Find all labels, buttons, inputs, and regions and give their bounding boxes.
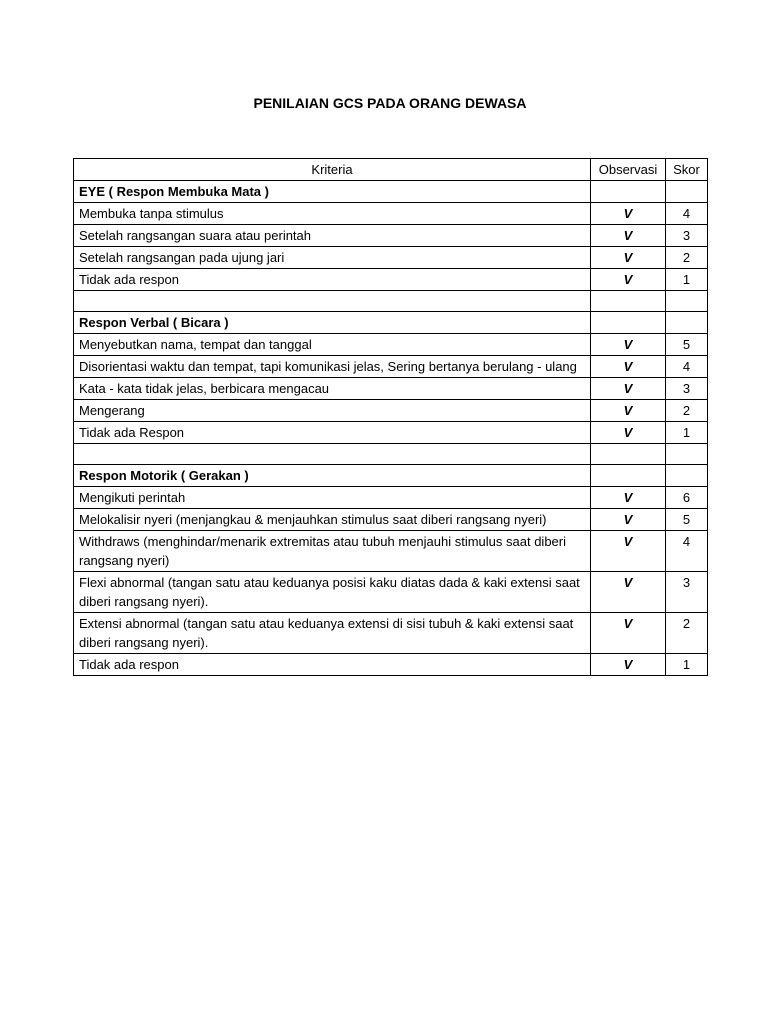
cell-observasi: V [591,613,666,654]
cell-observasi: V [591,203,666,225]
cell-skor: 6 [666,487,708,509]
cell-observasi: V [591,269,666,291]
header-skor: Skor [666,159,708,181]
cell-observasi: V [591,334,666,356]
cell-kriteria: Mengerang [74,400,591,422]
cell-observasi: V [591,225,666,247]
page-title: PENILAIAN GCS PADA ORANG DEWASA [253,95,527,111]
cell-observasi: V [591,247,666,269]
cell-observasi [591,291,666,312]
cell-kriteria: Tidak ada respon [74,269,591,291]
table-row [74,225,708,247]
table-row [74,613,708,654]
table-row [74,378,708,400]
table-row [74,422,708,444]
cell-skor: 5 [666,334,708,356]
cell-observasi: V [591,654,666,676]
table-row [74,203,708,225]
cell-skor: 3 [666,225,708,247]
section-header-row [74,312,708,334]
cell-skor: 1 [666,654,708,676]
cell-kriteria: Membuka tanpa stimulus [74,203,591,225]
cell-kriteria [74,444,591,465]
cell-skor: 4 [666,203,708,225]
table-body [74,181,708,676]
table-row [74,509,708,531]
cell-kriteria: Tidak ada Respon [74,422,591,444]
cell-kriteria: Setelah rangsangan suara atau perintah [74,225,591,247]
cell-observasi: V [591,400,666,422]
cell-skor [666,444,708,465]
cell-skor [666,312,708,334]
header-observasi: Observasi [591,159,666,181]
cell-kriteria: Extensi abnormal (tangan satu atau keduanya extensi di sisi tubuh & kaki extensi saat diberi rangsang nyeri). [74,613,591,654]
cell-observasi: V [591,531,666,572]
cell-kriteria [74,291,591,312]
cell-skor [666,465,708,487]
cell-skor: 4 [666,531,708,572]
cell-skor [666,291,708,312]
cell-kriteria: Flexi abnormal (tangan satu atau keduanya posisi kaku diatas dada & kaki extensi saat diberi rangsang nyeri). [74,572,591,613]
cell-observasi [591,465,666,487]
cell-skor: 3 [666,378,708,400]
cell-skor: 5 [666,509,708,531]
table-row [74,572,708,613]
table-row [74,531,708,572]
table-row [74,487,708,509]
section-header-row [74,465,708,487]
blank-row [74,291,708,312]
cell-observasi [591,181,666,203]
blank-row [74,444,708,465]
cell-observasi [591,312,666,334]
cell-observasi: V [591,572,666,613]
cell-skor [666,181,708,203]
table-row [74,269,708,291]
cell-kriteria: Tidak ada respon [74,654,591,676]
cell-kriteria: Setelah rangsangan pada ujung jari [74,247,591,269]
gcs-table [73,158,708,676]
cell-skor: 1 [666,422,708,444]
table-row [74,247,708,269]
header-kriteria: Kriteria [74,159,591,181]
cell-observasi: V [591,509,666,531]
cell-kriteria: Melokalisir nyeri (menjangkau & menjauhkan stimulus saat diberi rangsang nyeri) [74,509,591,531]
cell-kriteria: Kata - kata tidak jelas, berbicara mengacau [74,378,591,400]
cell-observasi: V [591,378,666,400]
cell-observasi: V [591,422,666,444]
table-row [74,334,708,356]
cell-skor: 3 [666,572,708,613]
cell-skor: 2 [666,247,708,269]
table-header-row [74,159,708,181]
cell-observasi: V [591,487,666,509]
cell-kriteria: Respon Verbal ( Bicara ) [74,312,591,334]
cell-observasi: V [591,356,666,378]
cell-kriteria: EYE ( Respon Membuka Mata ) [74,181,591,203]
cell-skor: 4 [666,356,708,378]
cell-kriteria: Menyebutkan nama, tempat dan tanggal [74,334,591,356]
cell-observasi [591,444,666,465]
table-row [74,400,708,422]
cell-skor: 2 [666,613,708,654]
cell-skor: 1 [666,269,708,291]
table-row [74,356,708,378]
table-row [74,654,708,676]
cell-kriteria: Disorientasi waktu dan tempat, tapi komunikasi jelas, Sering bertanya berulang - ulang [74,356,591,378]
section-header-row [74,181,708,203]
cell-skor: 2 [666,400,708,422]
cell-kriteria: Withdraws (menghindar/menarik extremitas atau tubuh menjauhi stimulus saat diberi rangsang nyeri) [74,531,591,572]
cell-kriteria: Respon Motorik ( Gerakan ) [74,465,591,487]
cell-kriteria: Mengikuti perintah [74,487,591,509]
